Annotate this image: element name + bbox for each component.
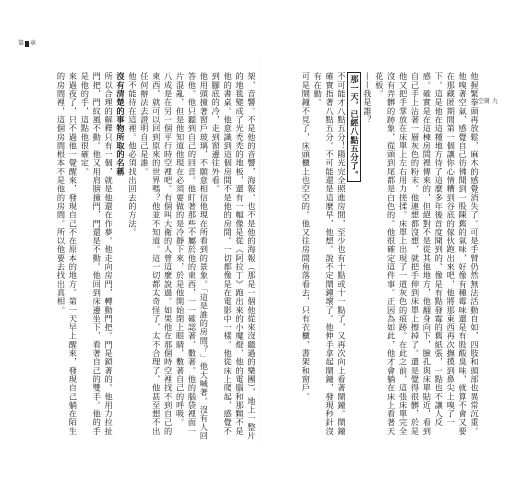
left-page xyxy=(42,62,257,442)
right-page-text xyxy=(268,72,480,442)
running-header-right xyxy=(478,96,498,105)
bold-heading: 沒有清楚的事物所取的名稱 xyxy=(116,72,127,176)
left-para-4: 他不能待在這裡。他必須找出回去的方法。 xyxy=(127,72,138,237)
header-page: 九 xyxy=(491,98,498,105)
right-para-4: 可是鬧鐘不見了，床頭櫃上也空空的。他又往房間角落看去，只有衣櫃、書架和窗戶。 xyxy=(301,72,312,401)
chapter-mark-icon xyxy=(25,41,29,47)
left-page-text xyxy=(42,72,257,442)
right-para-1: 他握緊拳頭再放鬆，麻木的感覺消失了。可是手臂仍然無法活動自如，四肢和頭部也異常沉重。他嗅著空氣，感覺自己彷彿聞到一股陳舊的氣味，好像有種霉味還是有股酸臭味，就算不會又要在那藏匿期間第一個讓你心情糟到谷底的傢伙跑出來吧，他將那東西再次撫摸到鼻尖上嗅了一下。這是他在這種地方待了這麼多年後首度聞到的、像是有點發霉的舊紙張，一點也不讓人反感。確實是在這棟房間裡傳來的，但絕對不是從其他地方，他翻身向下，臉孔與床單貼近，看到自己手上沾著一層灰色的粉末。他連想都沒想，就把手伸到床單上擦掉了。還是覺得很髒，於是他又把手掌放在床單上左右用力搓揉。床單上出現了一道灰色的痕跡。在此之前，這張床單完全沒有弄髒的跡象，從頭到尾都是白色的。他很確定這件事。正因為如此，他才會躺在床上看著天花板。 xyxy=(374,72,480,436)
header-label: 空崗 xyxy=(478,98,491,105)
right-para-2: ——我是誰？ xyxy=(362,72,373,124)
left-para-2: 他用頭撞著窗戶玻璃，不願意相信他現在所看到的景象。「這是誰的房間？」他大喊著。沒有人回答他。他只聽到自己的回音。他盯著那些不屬於他的東西，一一確認著、數著。他的腦袋裡面一片混亂，但是他知道他現在必須要做的是冷靜下來，於是他開始閉上眼睛，數著自己的呼吸。 xyxy=(175,72,210,440)
left-para-6: 來過夜了，只不過他一覺醒來，發現自己不在原本的地方。第一天早上醒來，發現自己躺在陌生的房間裡，這個房間根本不是他的房間。所以他要去找出真相。 xyxy=(56,72,79,436)
running-header-left xyxy=(18,38,36,47)
boxed-heading: 那一天，已經八點五分了。 xyxy=(347,72,361,182)
header-prefix: 第 xyxy=(18,40,25,47)
left-para-1: 架、音響。不是他的音響，海報、也不是他的海報（那是一個他從來沒聽過的樂團），地上一整片的地毯變成了光禿禿的地板，還有一幅像是從《阿拉丁》跑出來的小魔燈，他的電腦和那顆不是他的書桌。他意識到這個房間不是他的房間。一切都像是在電影中一樣。他從床上爬起，感覺不到腳底的冷，走到窗邊往外看。 xyxy=(211,72,257,440)
right-page xyxy=(268,62,480,442)
left-para-5: 所以合理的解釋只有一個，就是他還在作夢。他走向房門，轉動門把。門是鎖著的。他用力拉扯門把，門紋風不動。他又用肩膀撞門，門還是不動。他回到床邊坐下，看著自己的雙手。他的手是他的手，這點他很確定。 xyxy=(80,72,115,436)
header-suffix: 章 xyxy=(30,40,37,47)
right-para-3: 不可能才八點五分！陽光完全照進房間，至少也有十點或十一點了，又再次向上看著鬧鐘。鬧鐘確實指著八點五分。不可能還是這麼早，他想。說不定鬧鐘壞了。他伸手拿起鬧鐘，發現秒針沒有在動。 xyxy=(313,72,348,436)
left-para-3: 八成是在另一個平行時空裡吧。有個叫大衛的人曾這麼說過。如果他在那個時空裡找不到自己的東西，就可以回到原來的世界嗎？他並不知道。這一切都太奇怪了，太不合理了，他甚至想不出任何辦法去證明自己是誰。 xyxy=(139,72,174,436)
book-gutter xyxy=(259,55,260,445)
